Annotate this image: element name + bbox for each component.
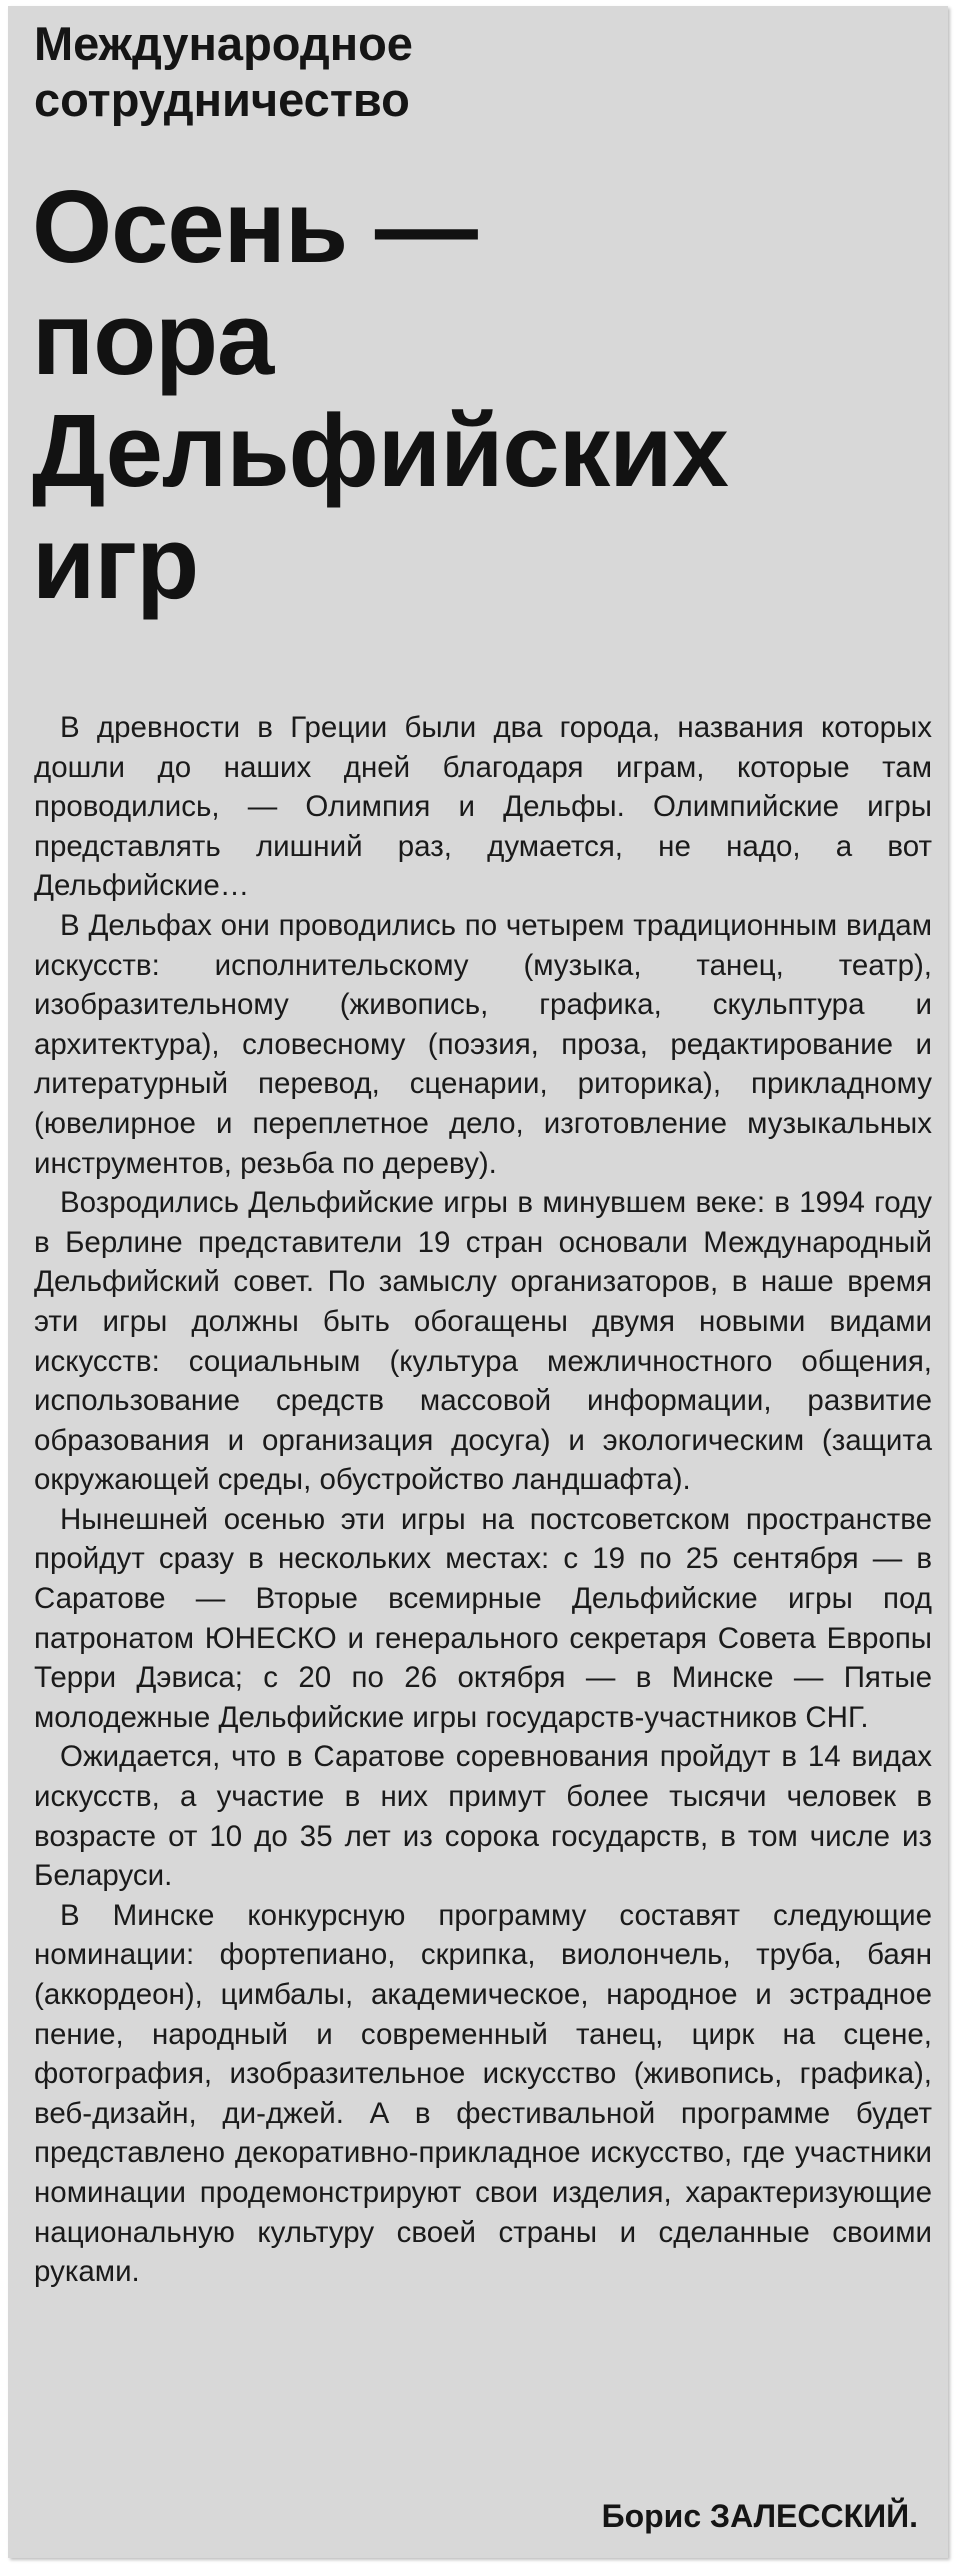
section-rubric: Международное сотрудничество: [34, 17, 413, 126]
paragraph-this-autumn: Нынешней осенью эти игры на постсоветском пространстве пройдут сразу в нескольких местах: с 19 по 25 сентября — в Саратове — Вторые всемирные Дельфийские игры под патронатом ЮНЕСКО и генерального секретаря Совета Европы Терри Дэвиса; с 20 по 26 октября — в Минске — Пятые молодежные Дельфийские игры государств-участников СНГ.: [34, 1502, 932, 1734]
author-signature: Борис ЗАЛЕССКИЙ.: [601, 2498, 918, 2534]
article-headline: Осень — пора Дельфийских игр: [32, 169, 728, 620]
paragraph-minsk: В Минске конкурсную программу составят следующие номинации: фортепиано, скрипка, виолончель, труба, баян (аккордеон), цимбалы, академическое, народное и эстрадное пение, народный и современный танец, цирк на сцене, фотография, изобразительное искусство (живопись, графика), веб-дизайн, ди-джей. А в фестивальной программе будет представлено декоративно-прикладное искусство, где участники номинации продемонстрируют свои изделия, характеризующие национальную культуру своей страны и сделанные своими руками.: [34, 1898, 932, 2289]
paragraph-intro: В древности в Греции были два города, названия которых дошли до наших дней благодаря играм, которые там проводились, — Олимпия и Дельфы. Олимпийские игры представлять лишний раз, думается, не надо, а вот Дельфийские…: [34, 711, 932, 903]
article-body: [34, 708, 932, 2292]
paragraph-revival: Возродились Дельфийские игры в минувшем веке: в 1994 году в Берлине представители 19 стран основали Международный Дельфийский совет. По замыслу организаторов, в наше время эти игры должны быть обогащены двумя новыми видами искусств: социальным (культура межличностного общения, использование средств массовой информации, развитие образования и организация досуга) и экологическим (защита окружающей среды, обустройство ландшафта).: [34, 1186, 932, 1497]
newspaper-clipping: [8, 6, 948, 2558]
paragraph-ancient-arts: В Дельфах они проводились по четырем традиционным видам искусств: исполнительскому (музыка, танец, театр), изобразительному (живопись, графика, скульптура и архитектура), словесному (поэзия, проза, редактирование и литературный перевод, сценарии, риторика), прикладному (ювелирное и переплетное дело, изготовление музыкальных инструментов, резьба по дереву).: [34, 908, 932, 1180]
paragraph-saratov: Ожидается, что в Саратове соревнования пройдут в 14 видах искусств, а участие в них примут более тысячи человек в возрасте от 10 до 35 лет из сорока государств, в том числе из Беларуси.: [34, 1740, 932, 1893]
